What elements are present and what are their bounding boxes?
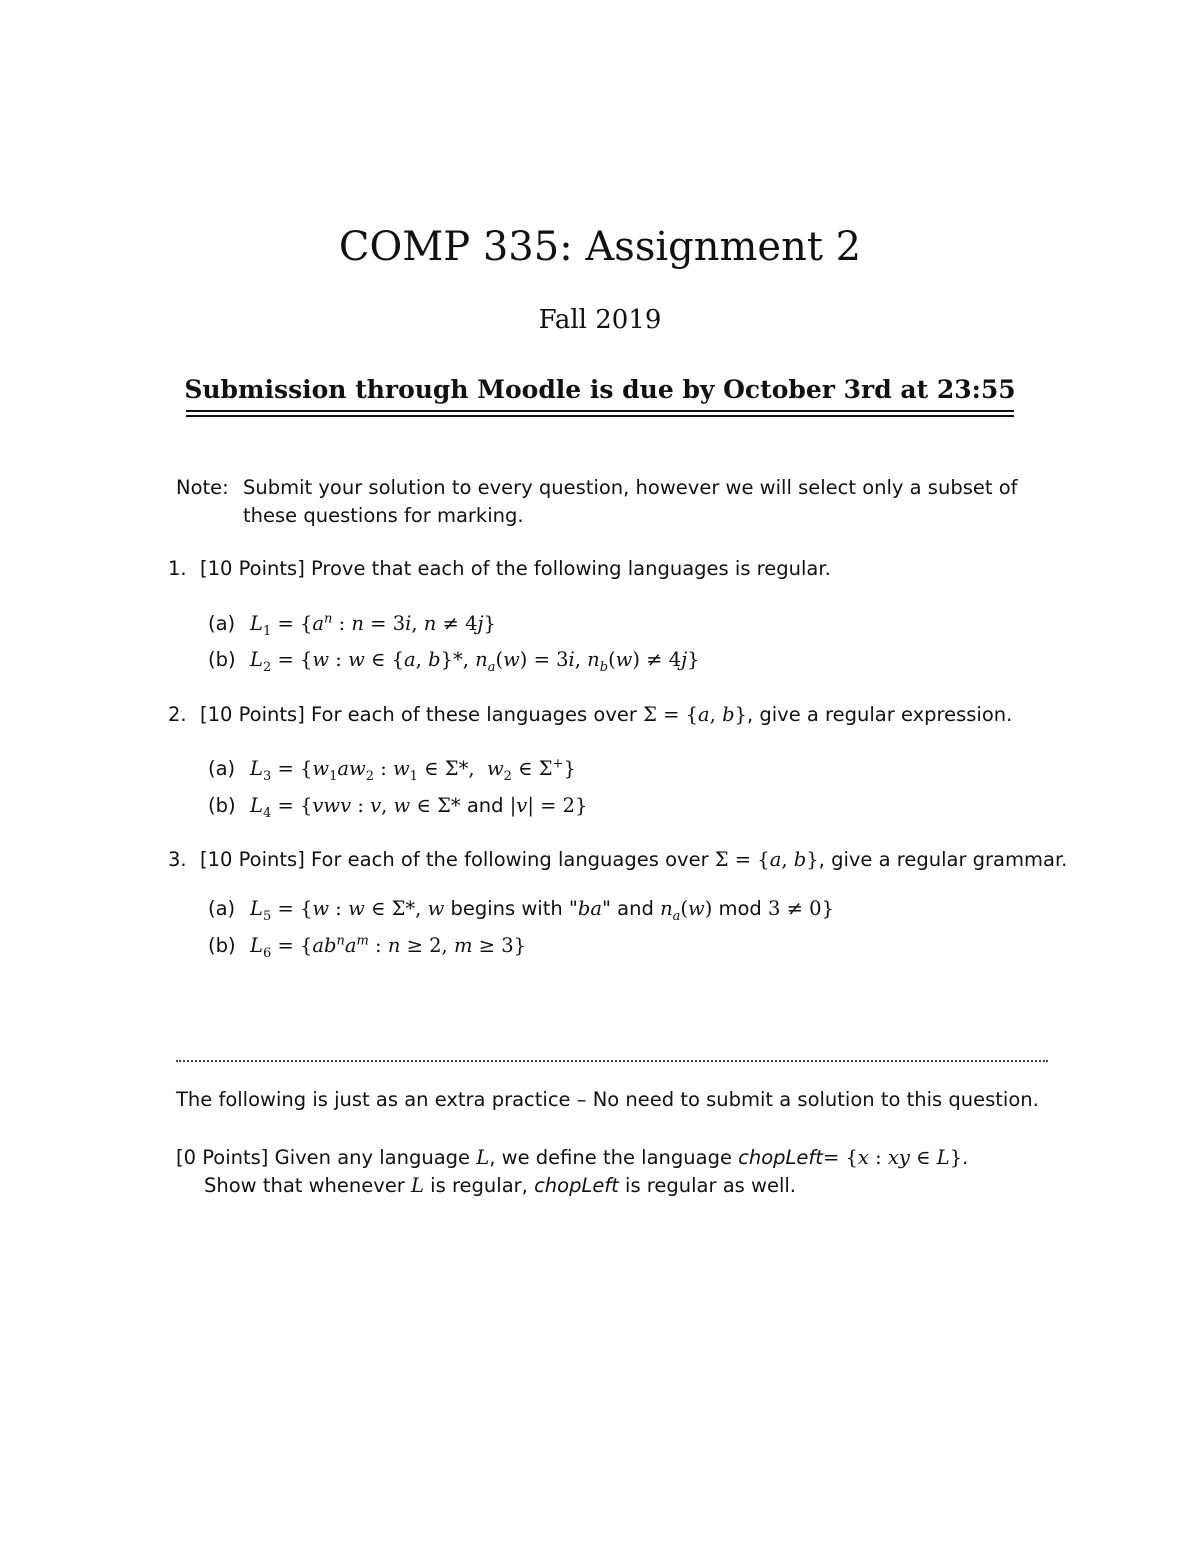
extra-question-line-1: [0 Points] Given any language L, we define the language chopLeft= {x : xy ∈ L}. (176, 1146, 969, 1169)
note-line-1: Submit your solution to every question, however we will select only a subset of (243, 476, 1018, 499)
extra-question-line-2: Show that whenever L is regular, chopLeft is regular as well. (204, 1174, 796, 1197)
dotted-separator (176, 1060, 1048, 1062)
due-date-notice: Submission through Moodle is due by October 3rd at 23:55 (184, 375, 1016, 404)
question-3-intro: [10 Points] For each of the following languages over Σ = {a, b}, give a regular grammar. (200, 848, 1068, 871)
question-3a-language: $L_5 = \{w$ : w ∈ Σ*, w begins with "ba" and $n_a(w)$ mod 3 ≠ 0} (250, 897, 834, 924)
question-2-number: 2. (168, 703, 187, 726)
question-2b-language: $L_4 = \{vwv$ : v, w ∈ Σ* and |v| = 2} (250, 794, 588, 821)
question-1a-language: $L_1 = \{a^n$ : n = 3i, n ≠ 4j} (250, 611, 496, 639)
question-2b-label: (b) (208, 794, 236, 817)
note-label: Note: (176, 476, 229, 499)
question-3-number: 3. (168, 848, 187, 871)
question-2a-label: (a) (208, 757, 236, 780)
note-line-2: these questions for marking. (243, 504, 524, 527)
term-label: Fall 2019 (538, 305, 662, 335)
due-underline-top (186, 410, 1014, 412)
question-1b-language: $L_2 = \{w$ : w ∈ {a, b}*, $n_a(w) = 3i$, $n_b(w) \ne 4j$} (250, 648, 700, 675)
due-underline-bottom (186, 415, 1014, 417)
question-3b-label: (b) (208, 934, 236, 957)
question-1b-label: (b) (208, 648, 236, 671)
extra-intro: The following is just as an extra practice – No need to submit a solution to this question. (176, 1088, 1039, 1111)
question-1-number: 1. (168, 557, 187, 580)
question-2a-language: $L_3 = \{w_1aw_2$ : $w_1$ ∈ Σ*, $w_2$ ∈ Σ+} (250, 756, 576, 784)
question-2-intro: [10 Points] For each of these languages over Σ = {a, b}, give a regular expression. (200, 703, 1013, 726)
question-1-intro: [10 Points] Prove that each of the following languages is regular. (200, 557, 831, 580)
assignment-title: COMP 335: Assignment 2 (338, 224, 862, 270)
question-1a-label: (a) (208, 612, 236, 635)
question-3a-label: (a) (208, 897, 236, 920)
question-3b-language: $L_6 = \{ab^na^m$ : n ≥ 2, m ≥ 3} (250, 933, 527, 961)
